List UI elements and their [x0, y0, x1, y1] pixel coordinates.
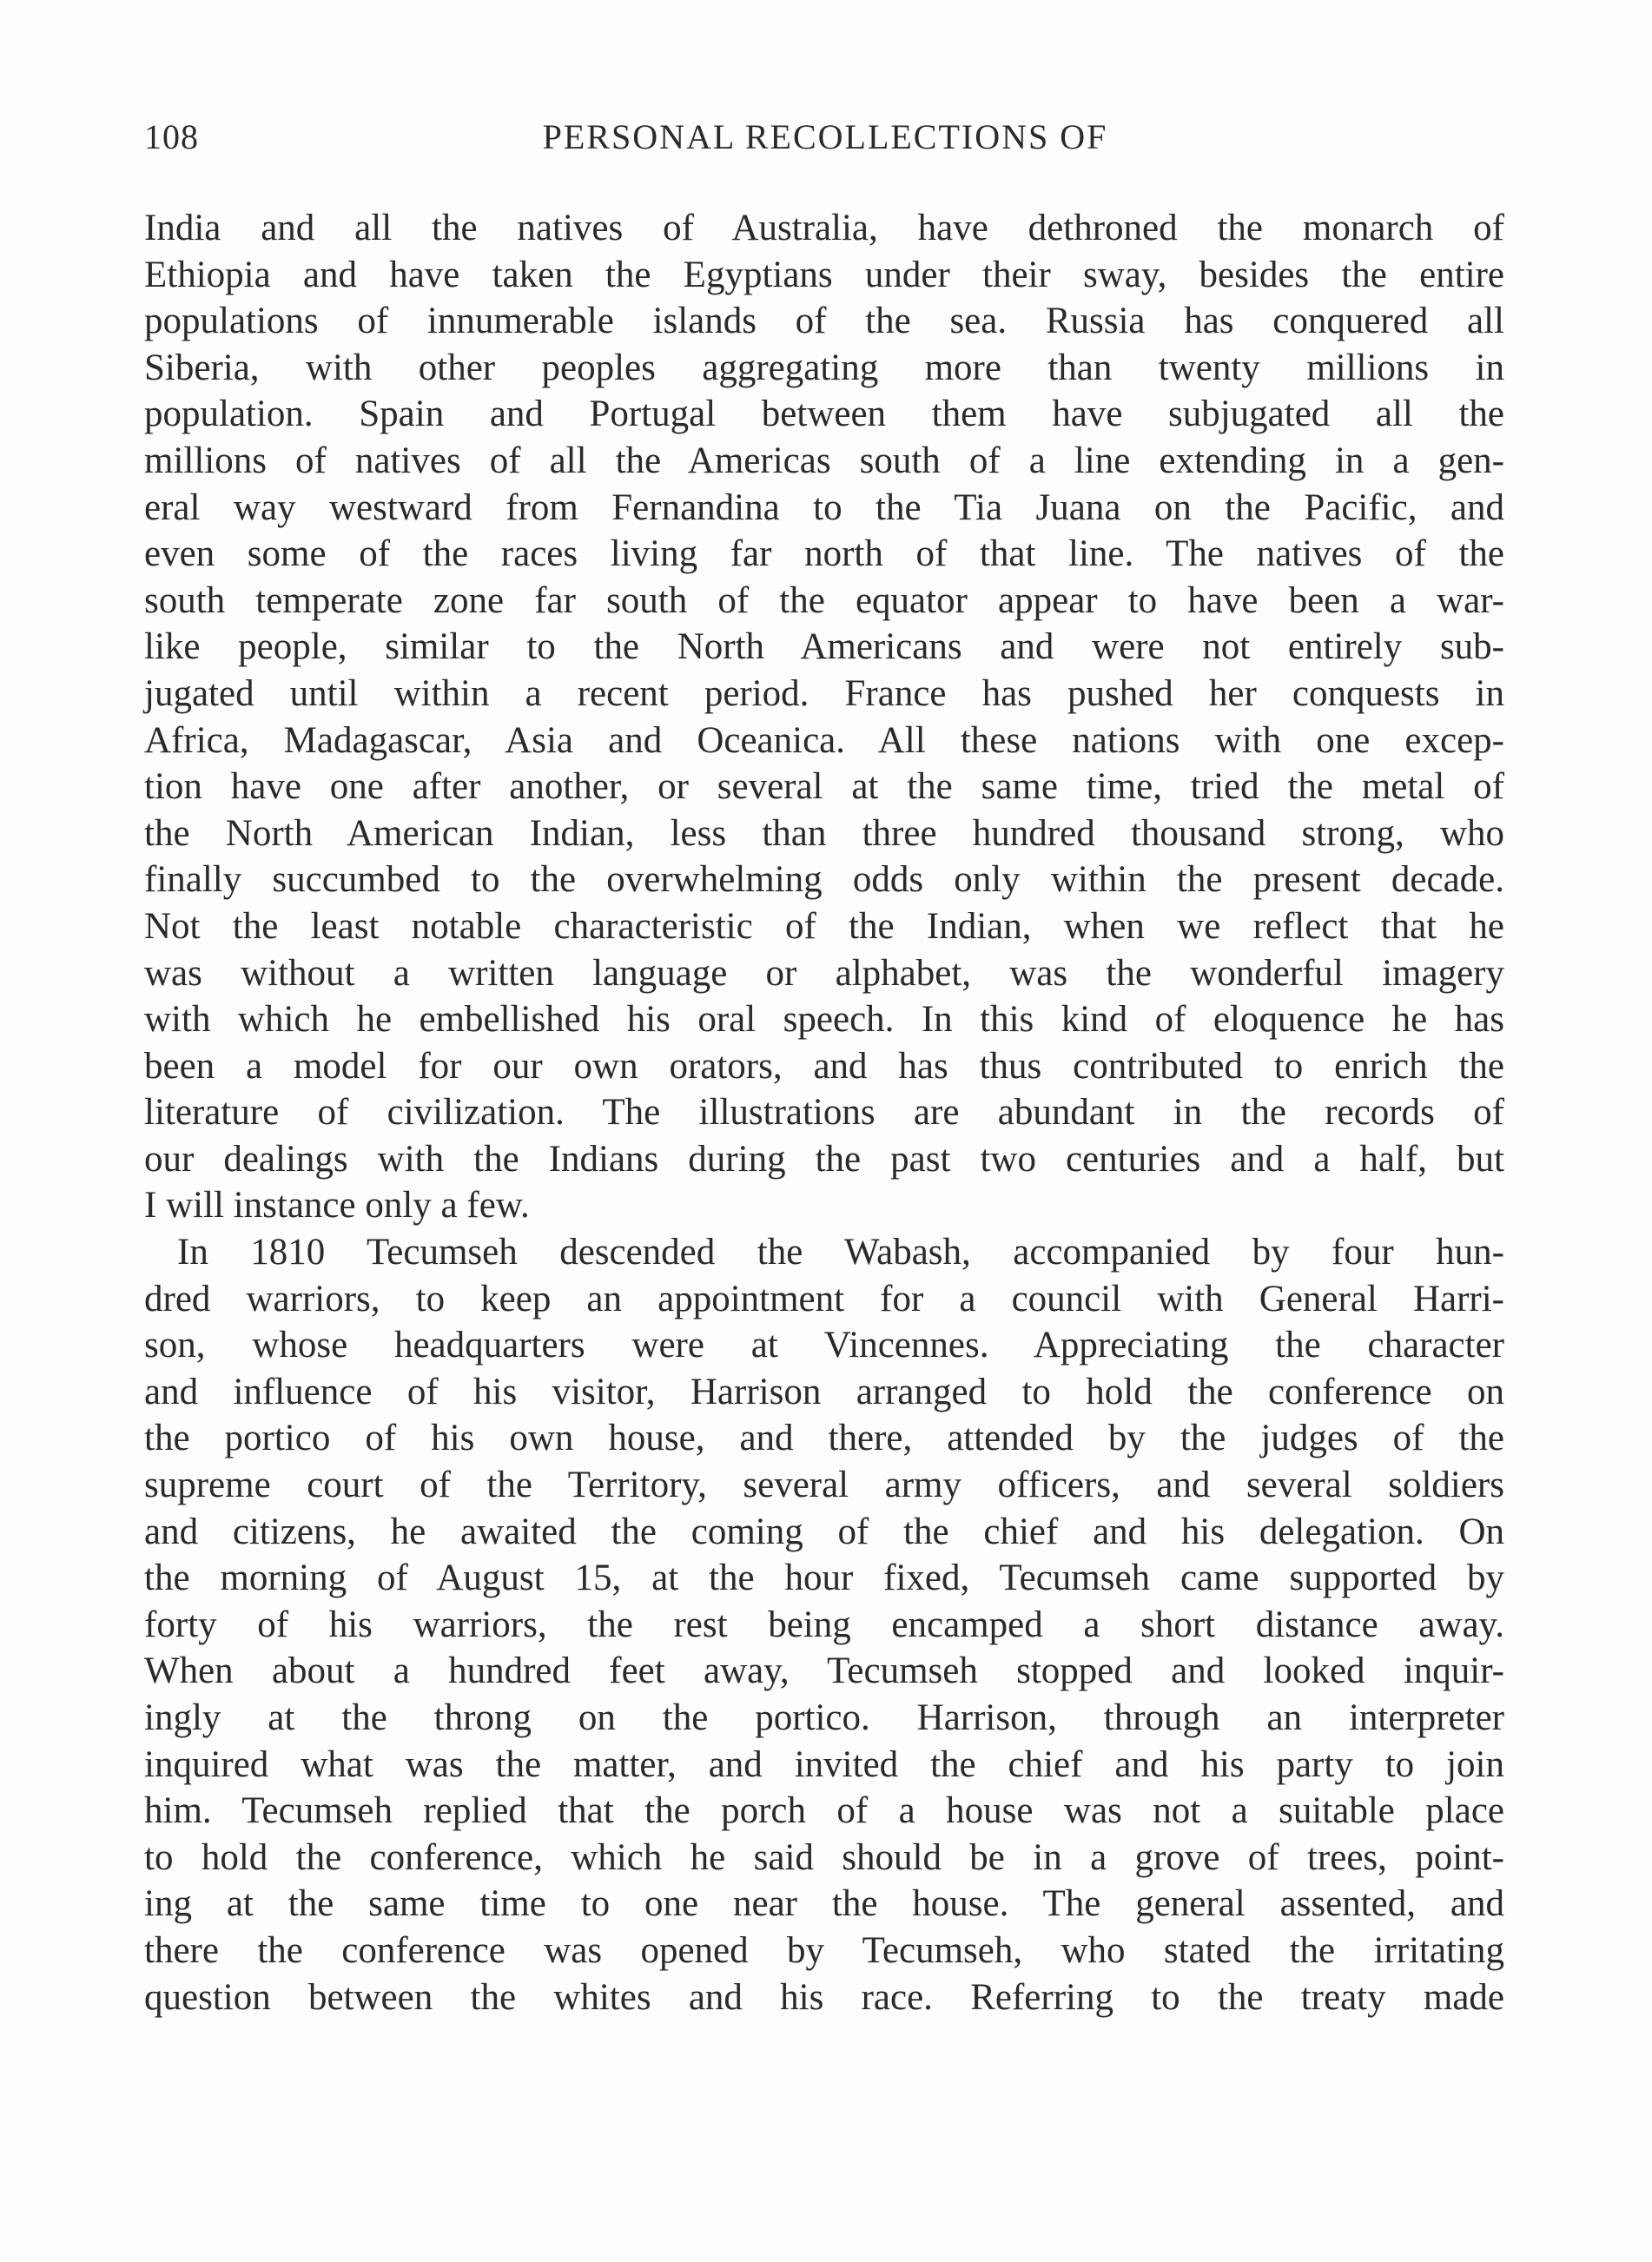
text-line: tion have one after another, or several at the same time, tried the metal of [144, 766, 1504, 808]
text-line: south temperate zone far south of the equator appear to have been a war- [144, 579, 1504, 621]
text-line: finally succumbed to the overwhelming odds only within the present decade. [144, 859, 1504, 901]
text-line: forty of his warriors, the rest being encamped a short distance away. [144, 1604, 1504, 1645]
text-line: millions of natives of all the Americas south of a line extending in a gen- [144, 440, 1504, 481]
text-line: literature of civilization. The illustrations are abundant in the records of [144, 1092, 1504, 1134]
text-line: Not the least notable characteristic of the Indian, when we reflect that he [144, 905, 1504, 947]
text-line: eral way westward from Fernandina to the Tia Juana on the Pacific, and [144, 486, 1504, 528]
text-line: ingly at the throng on the portico. Harrison, through an interpreter [144, 1697, 1504, 1738]
text-line: and influence of his visitor, Harrison arranged to hold the conference on [144, 1371, 1504, 1412]
text-line: I will instance only a few. [144, 1185, 530, 1227]
text-line: him. Tecumseh replied that the porch of a house was not a suitable place [144, 1790, 1504, 1832]
running-title: PERSONAL RECOLLECTIONS OF [542, 117, 1108, 156]
page-number: 108 [144, 117, 199, 156]
text-line: even some of the races living far north of that line. The natives of the [144, 533, 1504, 575]
text-line: and citizens, he awaited the coming of the chief and his delegation. On [144, 1511, 1504, 1552]
text-line: supreme court of the Territory, several army officers, and several soldiers [144, 1465, 1504, 1506]
text-line: the portico of his own house, and there, attended by the judges of the [144, 1418, 1504, 1459]
text-line: there the conference was opened by Tecumseh, who stated the irritating [144, 1929, 1504, 1971]
text-line: In 1810 Tecumseh descended the Wabash, accompanied by four hun- [177, 1232, 1504, 1273]
text-line: been a model for our own orators, and has thus contributed to enrich the [144, 1045, 1504, 1087]
running-head [144, 116, 1506, 169]
text-line: son, whose headquarters were at Vincennes. Appreciating the character [144, 1325, 1504, 1366]
text-line: When about a hundred feet away, Tecumseh stopped and looked inquir- [144, 1650, 1504, 1692]
text-line: our dealings with the Indians during the past two centuries and a half, but [144, 1138, 1504, 1180]
text-line: Ethiopia and have taken the Egyptians under their sway, besides the entire [144, 254, 1504, 295]
text-line: to hold the conference, which he said should be in a grove of trees, point- [144, 1836, 1504, 1878]
text-line: inquired what was the matter, and invited the chief and his party to join [144, 1743, 1504, 1785]
text-line: question between the whites and his race. Referring to the treaty made [144, 1976, 1504, 2018]
text-line: like people, similar to the North Americans and were not entirely sub- [144, 626, 1504, 668]
text-line: India and all the natives of Australia, have dethroned the monarch of [144, 208, 1504, 248]
text-line: the North American Indian, less than three hundred thousand strong, who [144, 812, 1504, 854]
text-line: Siberia, with other peoples aggregating more than twenty millions in [144, 347, 1504, 388]
text-line: Africa, Madagascar, Asia and Oceanica. All these nations with one excep- [144, 719, 1504, 761]
text-line: jugated until within a recent period. France has pushed her conquests in [144, 672, 1504, 714]
text-line: populations of innumerable islands of the sea. Russia has conquered all [144, 301, 1504, 342]
text-line: the morning of August 15, at the hour fixed, Tecumseh came supported by [144, 1558, 1504, 1599]
body-text [144, 205, 1504, 2021]
text-line: with which he embellished his oral speech. In this kind of eloquence he has [144, 999, 1504, 1041]
text-line: population. Spain and Portugal between them have subjugated all the [144, 394, 1504, 435]
text-line: ing at the same time to one near the house. The general assented, and [144, 1883, 1504, 1925]
text-line: was without a written language or alphabet, was the wonderful imagery [144, 952, 1504, 994]
text-line: dred warriors, to keep an appointment for a council with General Harri- [144, 1278, 1504, 1320]
